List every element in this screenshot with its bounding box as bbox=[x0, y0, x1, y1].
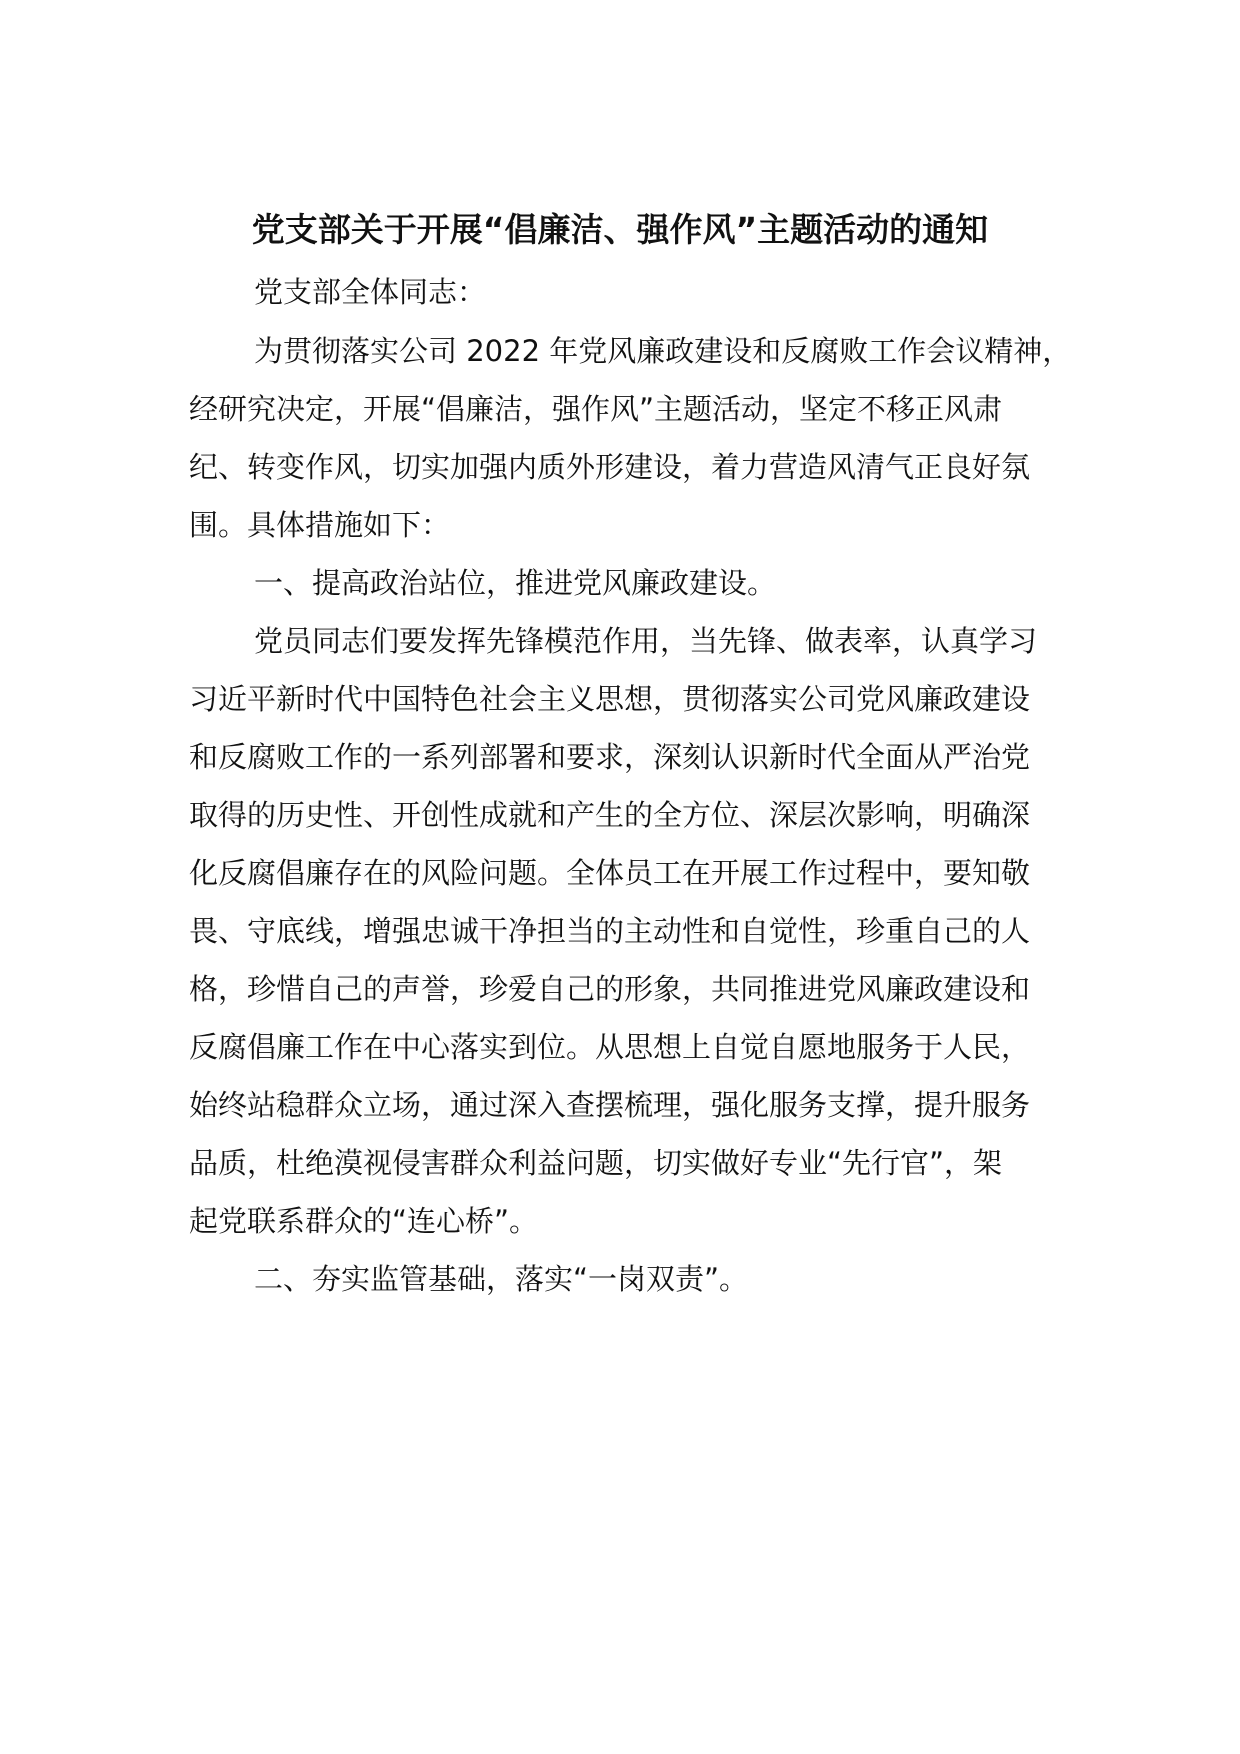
paragraph-line: 反腐倡廉工作在中心落实到位。从思想上自觉自愿地服务于人民， bbox=[189, 1030, 1031, 1064]
paragraph-line: 起党联系群众的“连心桥”。 bbox=[189, 1204, 539, 1238]
paragraph-line: 纪、转变作风，切实加强内质外形建设，着力营造风清气正良好氛 bbox=[189, 450, 1031, 484]
document-title: 党支部关于开展“倡廉洁、强作风”主题活动的通知 bbox=[251, 210, 989, 249]
paragraph-line: 经研究决定，开展“倡廉洁，强作风”主题活动，坚定不移正风肃 bbox=[189, 392, 1003, 426]
paragraph-line: 格，珍惜自己的声誉，珍爱自己的形象，共同推进党风廉政建设和 bbox=[189, 972, 1031, 1006]
paragraph-line: 党员同志们要发挥先锋模范作用，当先锋、做表率，认真学习 bbox=[254, 624, 1038, 658]
paragraph-line: 围。具体措施如下： bbox=[189, 508, 451, 542]
paragraph-line: 取得的历史性、开创性成就和产生的全方位、深层次影响，明确深 bbox=[189, 798, 1031, 832]
section-heading: 一、提高政治站位，推进党风廉政建设。 bbox=[254, 566, 777, 600]
section-heading: 二、夯实监管基础，落实“一岗双责”。 bbox=[254, 1262, 749, 1296]
salutation: 党支部全体同志： bbox=[254, 275, 487, 309]
paragraph-line: 化反腐倡廉存在的风险问题。全体员工在开展工作过程中，要知敬 bbox=[189, 856, 1031, 890]
paragraph-line: 为贯彻落实公司 2022 年党风廉政建设和反腐败工作会议精神， bbox=[254, 334, 1072, 368]
paragraph-line: 畏、守底线，增强忠诚干净担当的主动性和自觉性，珍重自己的人 bbox=[189, 914, 1031, 948]
paragraph-line: 习近平新时代中国特色社会主义思想，贯彻落实公司党风廉政建设 bbox=[189, 682, 1031, 716]
paragraph-line: 和反腐败工作的一系列部署和要求，深刻认识新时代全面从严治党 bbox=[189, 740, 1031, 774]
paragraph-line: 品质，杜绝漠视侵害群众利益问题，切实做好专业“先行官”，架 bbox=[189, 1146, 1003, 1180]
paragraph-line: 始终站稳群众立场，通过深入查摆梳理，强化服务支撑，提升服务 bbox=[189, 1088, 1031, 1122]
